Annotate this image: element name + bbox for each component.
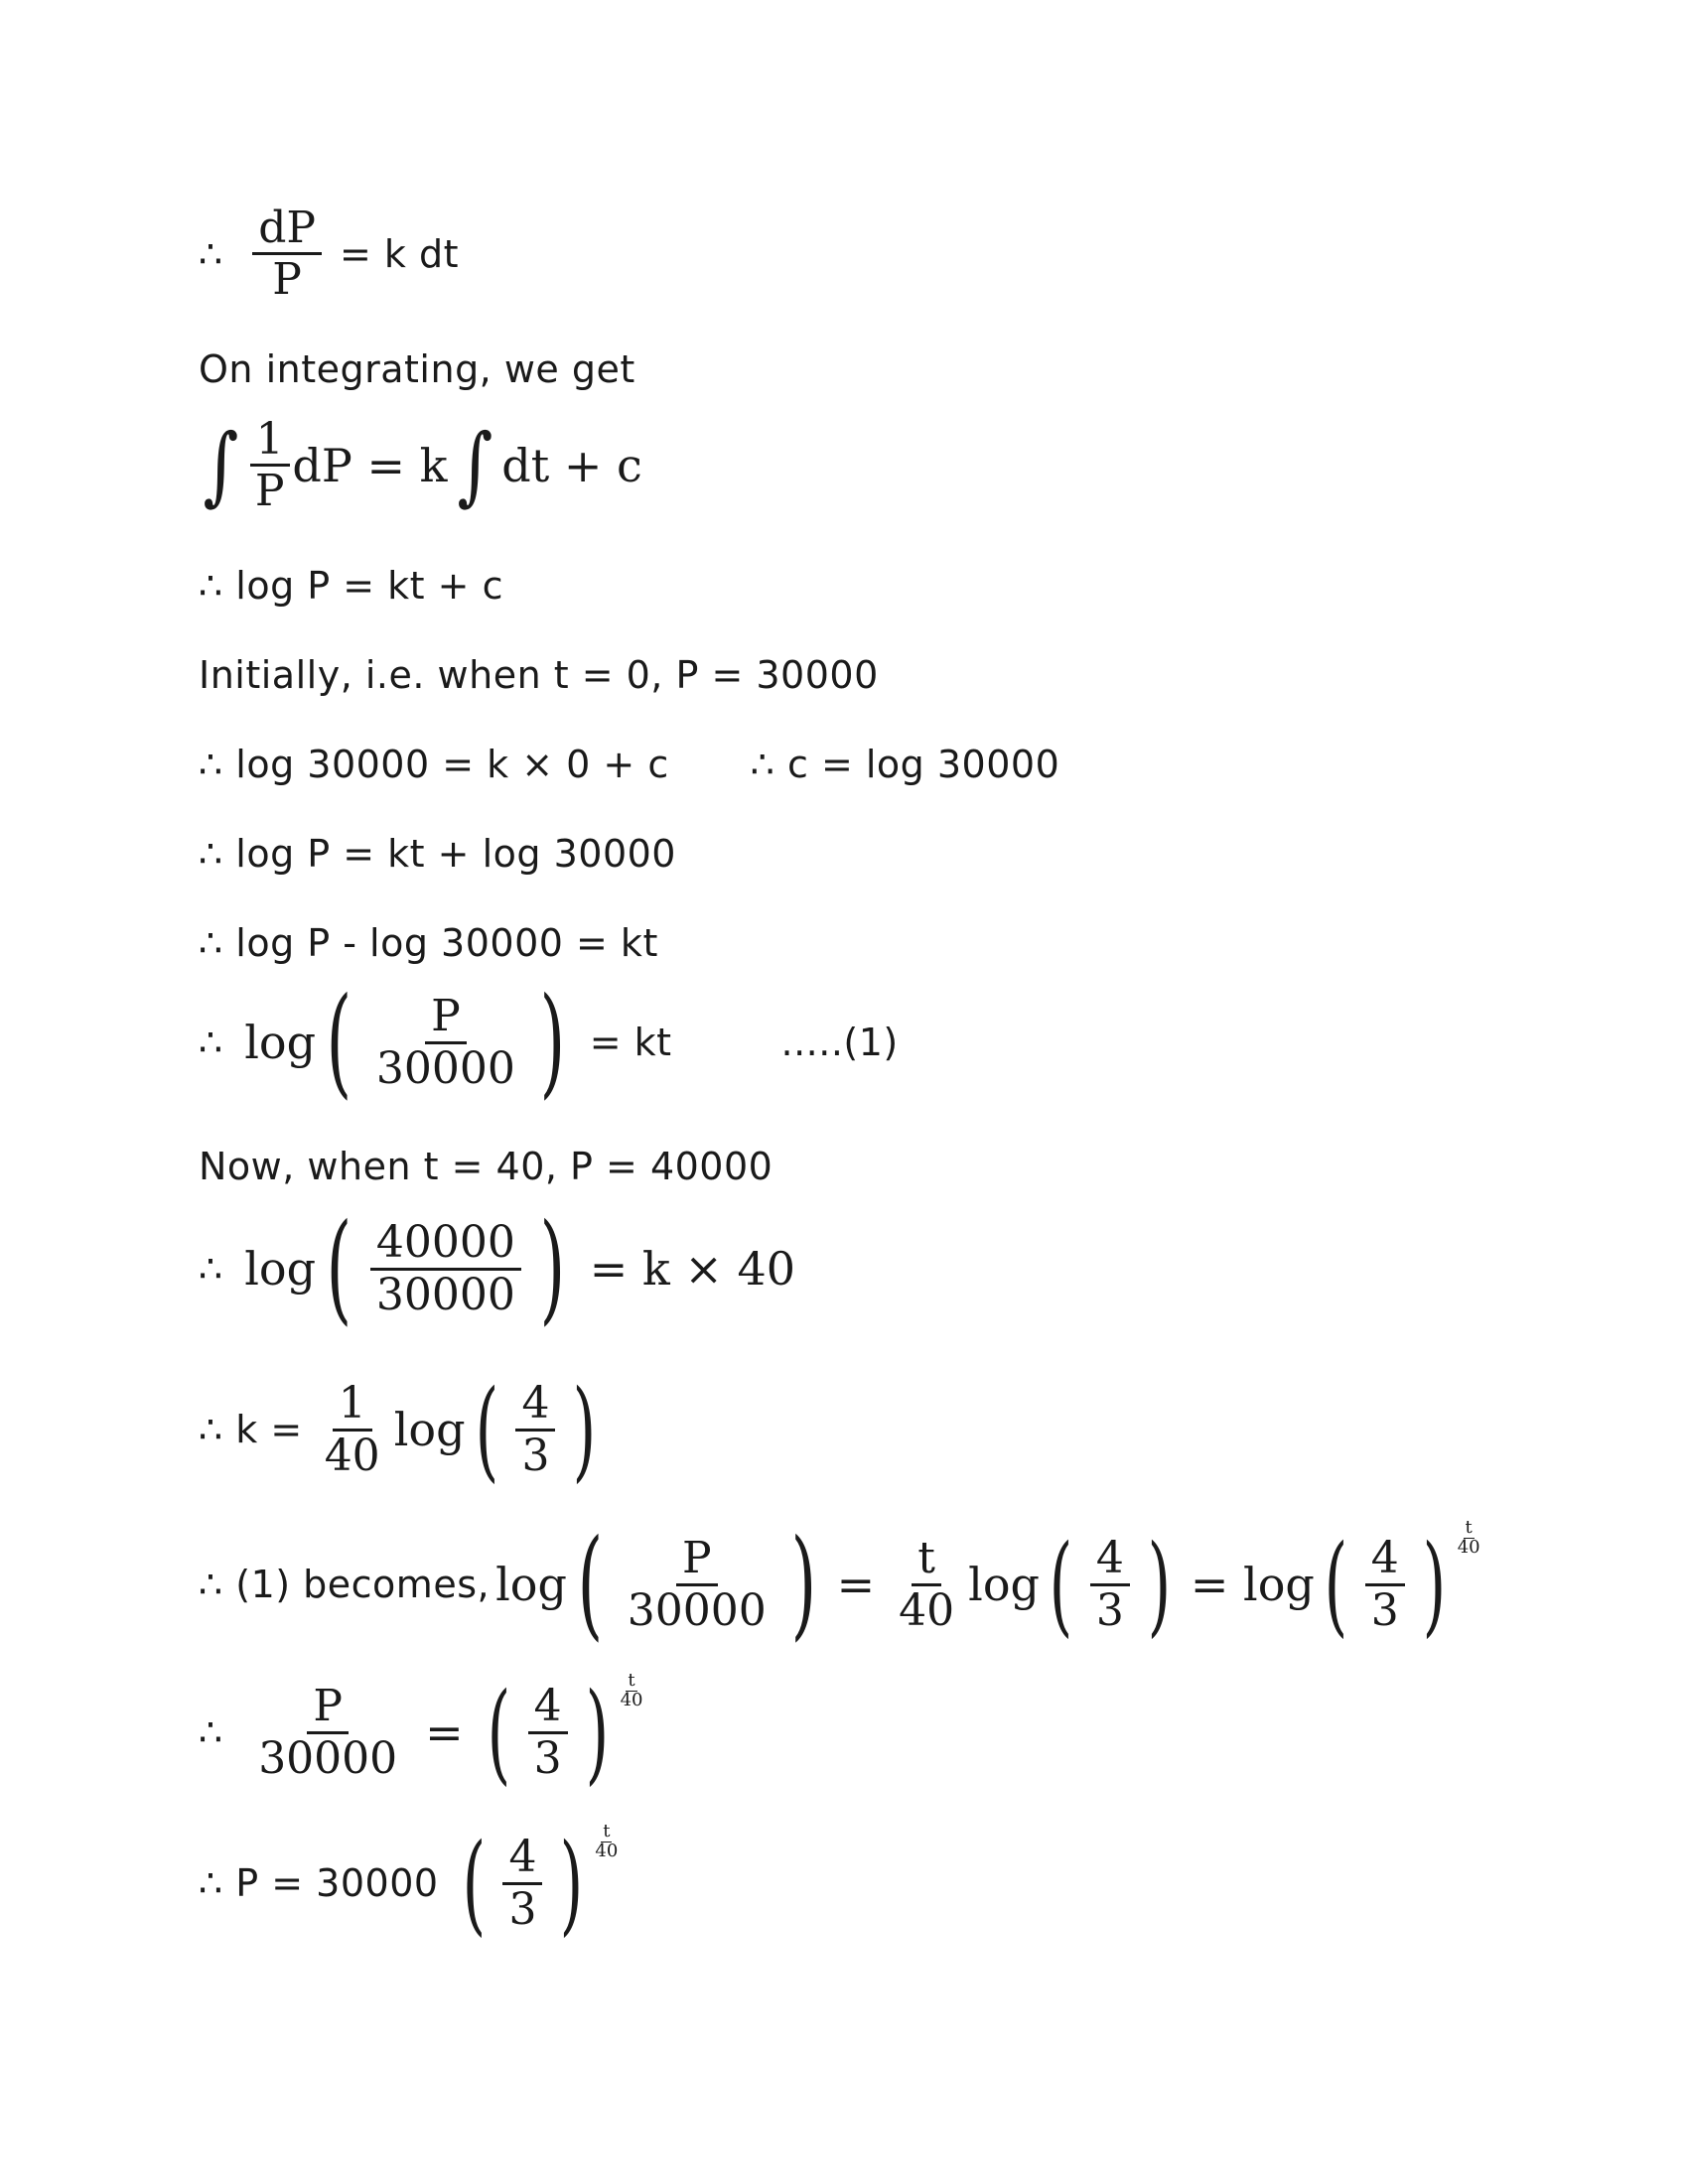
left-paren: ( — [462, 1820, 486, 1947]
right-paren: ) — [560, 1820, 584, 1947]
therefore-symbol: ∴ — [199, 231, 223, 276]
log-text: log — [393, 1403, 466, 1456]
left-paren: ( — [1324, 1521, 1348, 1648]
equation-k-times-40 — [199, 1199, 796, 1337]
denominator: 40 — [899, 1584, 955, 1636]
numerator: 4 — [1090, 1534, 1130, 1585]
right-paren: ) — [573, 1366, 597, 1493]
equation-k-value — [199, 1366, 606, 1493]
numerator: 4 — [1365, 1534, 1405, 1585]
fraction — [1090, 1534, 1130, 1635]
numerator: t — [912, 1534, 941, 1585]
right-paren: ) — [539, 973, 566, 1111]
rhs-text: = kt — [589, 1021, 672, 1064]
exponent-numerator: t — [1465, 1517, 1473, 1538]
log-text: log — [495, 1558, 567, 1611]
denominator: 40 — [324, 1430, 380, 1481]
denominator: 30000 — [375, 1042, 515, 1094]
denominator: P — [272, 254, 302, 306]
equals-sign: = — [836, 1558, 876, 1611]
fraction — [515, 1379, 555, 1480]
fraction — [252, 204, 322, 305]
integral-sign: ∫ — [203, 415, 239, 515]
exponent-numerator: t — [628, 1670, 635, 1691]
numerator: dP — [252, 204, 322, 255]
equation-p-ratio — [199, 1669, 643, 1796]
right-paren: ) — [1147, 1521, 1172, 1648]
fraction — [249, 415, 291, 516]
middle-text: dP = k — [292, 438, 448, 492]
text-log-p-substituted: ∴ log P = kt + log 30000 — [199, 832, 676, 876]
fraction — [1365, 1534, 1405, 1635]
numerator: 1 — [250, 415, 290, 467]
left-paren: ( — [1049, 1521, 1073, 1648]
fraction — [528, 1682, 568, 1783]
log-text: log — [244, 1242, 317, 1296]
equation-p-final — [199, 1820, 619, 1947]
numerator: 4 — [528, 1682, 568, 1733]
left-paren: ( — [577, 1515, 604, 1653]
numerator: P — [307, 1682, 349, 1733]
equation-1 — [199, 973, 899, 1111]
denominator: 3 — [533, 1732, 562, 1784]
log-text: log — [244, 1016, 317, 1069]
text-log-p-kt-c: ∴ log P = kt + c — [199, 564, 503, 608]
left-text: ∴ log 30000 = k × 0 + c — [199, 743, 669, 786]
fraction — [370, 992, 521, 1093]
numerator: 4 — [515, 1379, 555, 1431]
denominator: 3 — [1095, 1584, 1124, 1636]
exponent-denominator: 40 — [620, 1689, 643, 1710]
numerator: 1 — [333, 1379, 372, 1431]
rhs-text: = k × 40 — [589, 1242, 796, 1296]
fraction — [370, 1218, 521, 1319]
denominator: P — [254, 466, 285, 517]
text-log-difference: ∴ log P - log 30000 = kt — [199, 921, 658, 965]
prefix-text: ∴ (1) becomes, — [199, 1563, 491, 1606]
exponent-fraction — [1458, 1519, 1480, 1558]
right-paren: ) — [585, 1669, 609, 1796]
right-text: ∴ c = log 30000 — [750, 743, 1060, 786]
exponent-fraction — [621, 1672, 643, 1710]
numerator: 4 — [502, 1833, 542, 1884]
equation-integral — [199, 415, 642, 516]
numerator: P — [425, 992, 467, 1043]
denominator: 30000 — [375, 1269, 515, 1320]
denominator: 3 — [1370, 1584, 1399, 1636]
left-paren: ( — [475, 1366, 498, 1493]
denominator: 30000 — [258, 1732, 398, 1784]
text-on-integrating: On integrating, we get — [199, 347, 635, 391]
integral-sign: ∫ — [457, 415, 493, 515]
right-paren: ) — [1422, 1521, 1447, 1648]
left-paren: ( — [326, 1199, 352, 1337]
fraction — [502, 1833, 542, 1934]
rhs-text: = k dt — [339, 231, 459, 276]
equals-log-text: = log — [1190, 1558, 1315, 1611]
rhs-text: dt + c — [501, 438, 642, 492]
exponent-fraction — [595, 1823, 618, 1861]
denominator: 30000 — [627, 1584, 767, 1636]
denominator: 3 — [508, 1883, 537, 1935]
left-paren: ( — [326, 973, 352, 1111]
denominator: 3 — [521, 1430, 550, 1481]
numerator: P — [676, 1534, 718, 1585]
exponent-denominator: 40 — [1457, 1536, 1480, 1558]
numerator: 40000 — [370, 1218, 521, 1270]
equation-1-becomes — [199, 1515, 1480, 1653]
text-now-when: Now, when t = 40, P = 40000 — [199, 1145, 774, 1188]
fraction — [319, 1379, 386, 1480]
equation-c-value — [199, 743, 1059, 786]
lhs-text: ∴ k = — [199, 1408, 303, 1451]
right-paren: ) — [790, 1515, 817, 1653]
left-paren: ( — [487, 1669, 510, 1796]
prefix-text: ∴ P = 30000 — [199, 1861, 439, 1905]
fraction — [893, 1534, 960, 1635]
therefore-symbol: ∴ — [199, 1710, 223, 1754]
equation-dp-over-p — [199, 204, 459, 305]
exponent-denominator: 40 — [595, 1840, 619, 1861]
equals-sign: = — [425, 1706, 464, 1759]
fraction — [252, 1682, 403, 1783]
therefore-symbol: ∴ — [199, 1247, 223, 1291]
exponent-numerator: t — [603, 1821, 611, 1842]
log-text: log — [968, 1558, 1040, 1611]
right-paren: ) — [539, 1199, 566, 1337]
fraction — [622, 1534, 773, 1635]
therefore-symbol: ∴ — [199, 1021, 223, 1064]
equation-tag: .....(1) — [780, 1021, 899, 1064]
text-initially: Initially, i.e. when t = 0, P = 30000 — [199, 653, 879, 697]
